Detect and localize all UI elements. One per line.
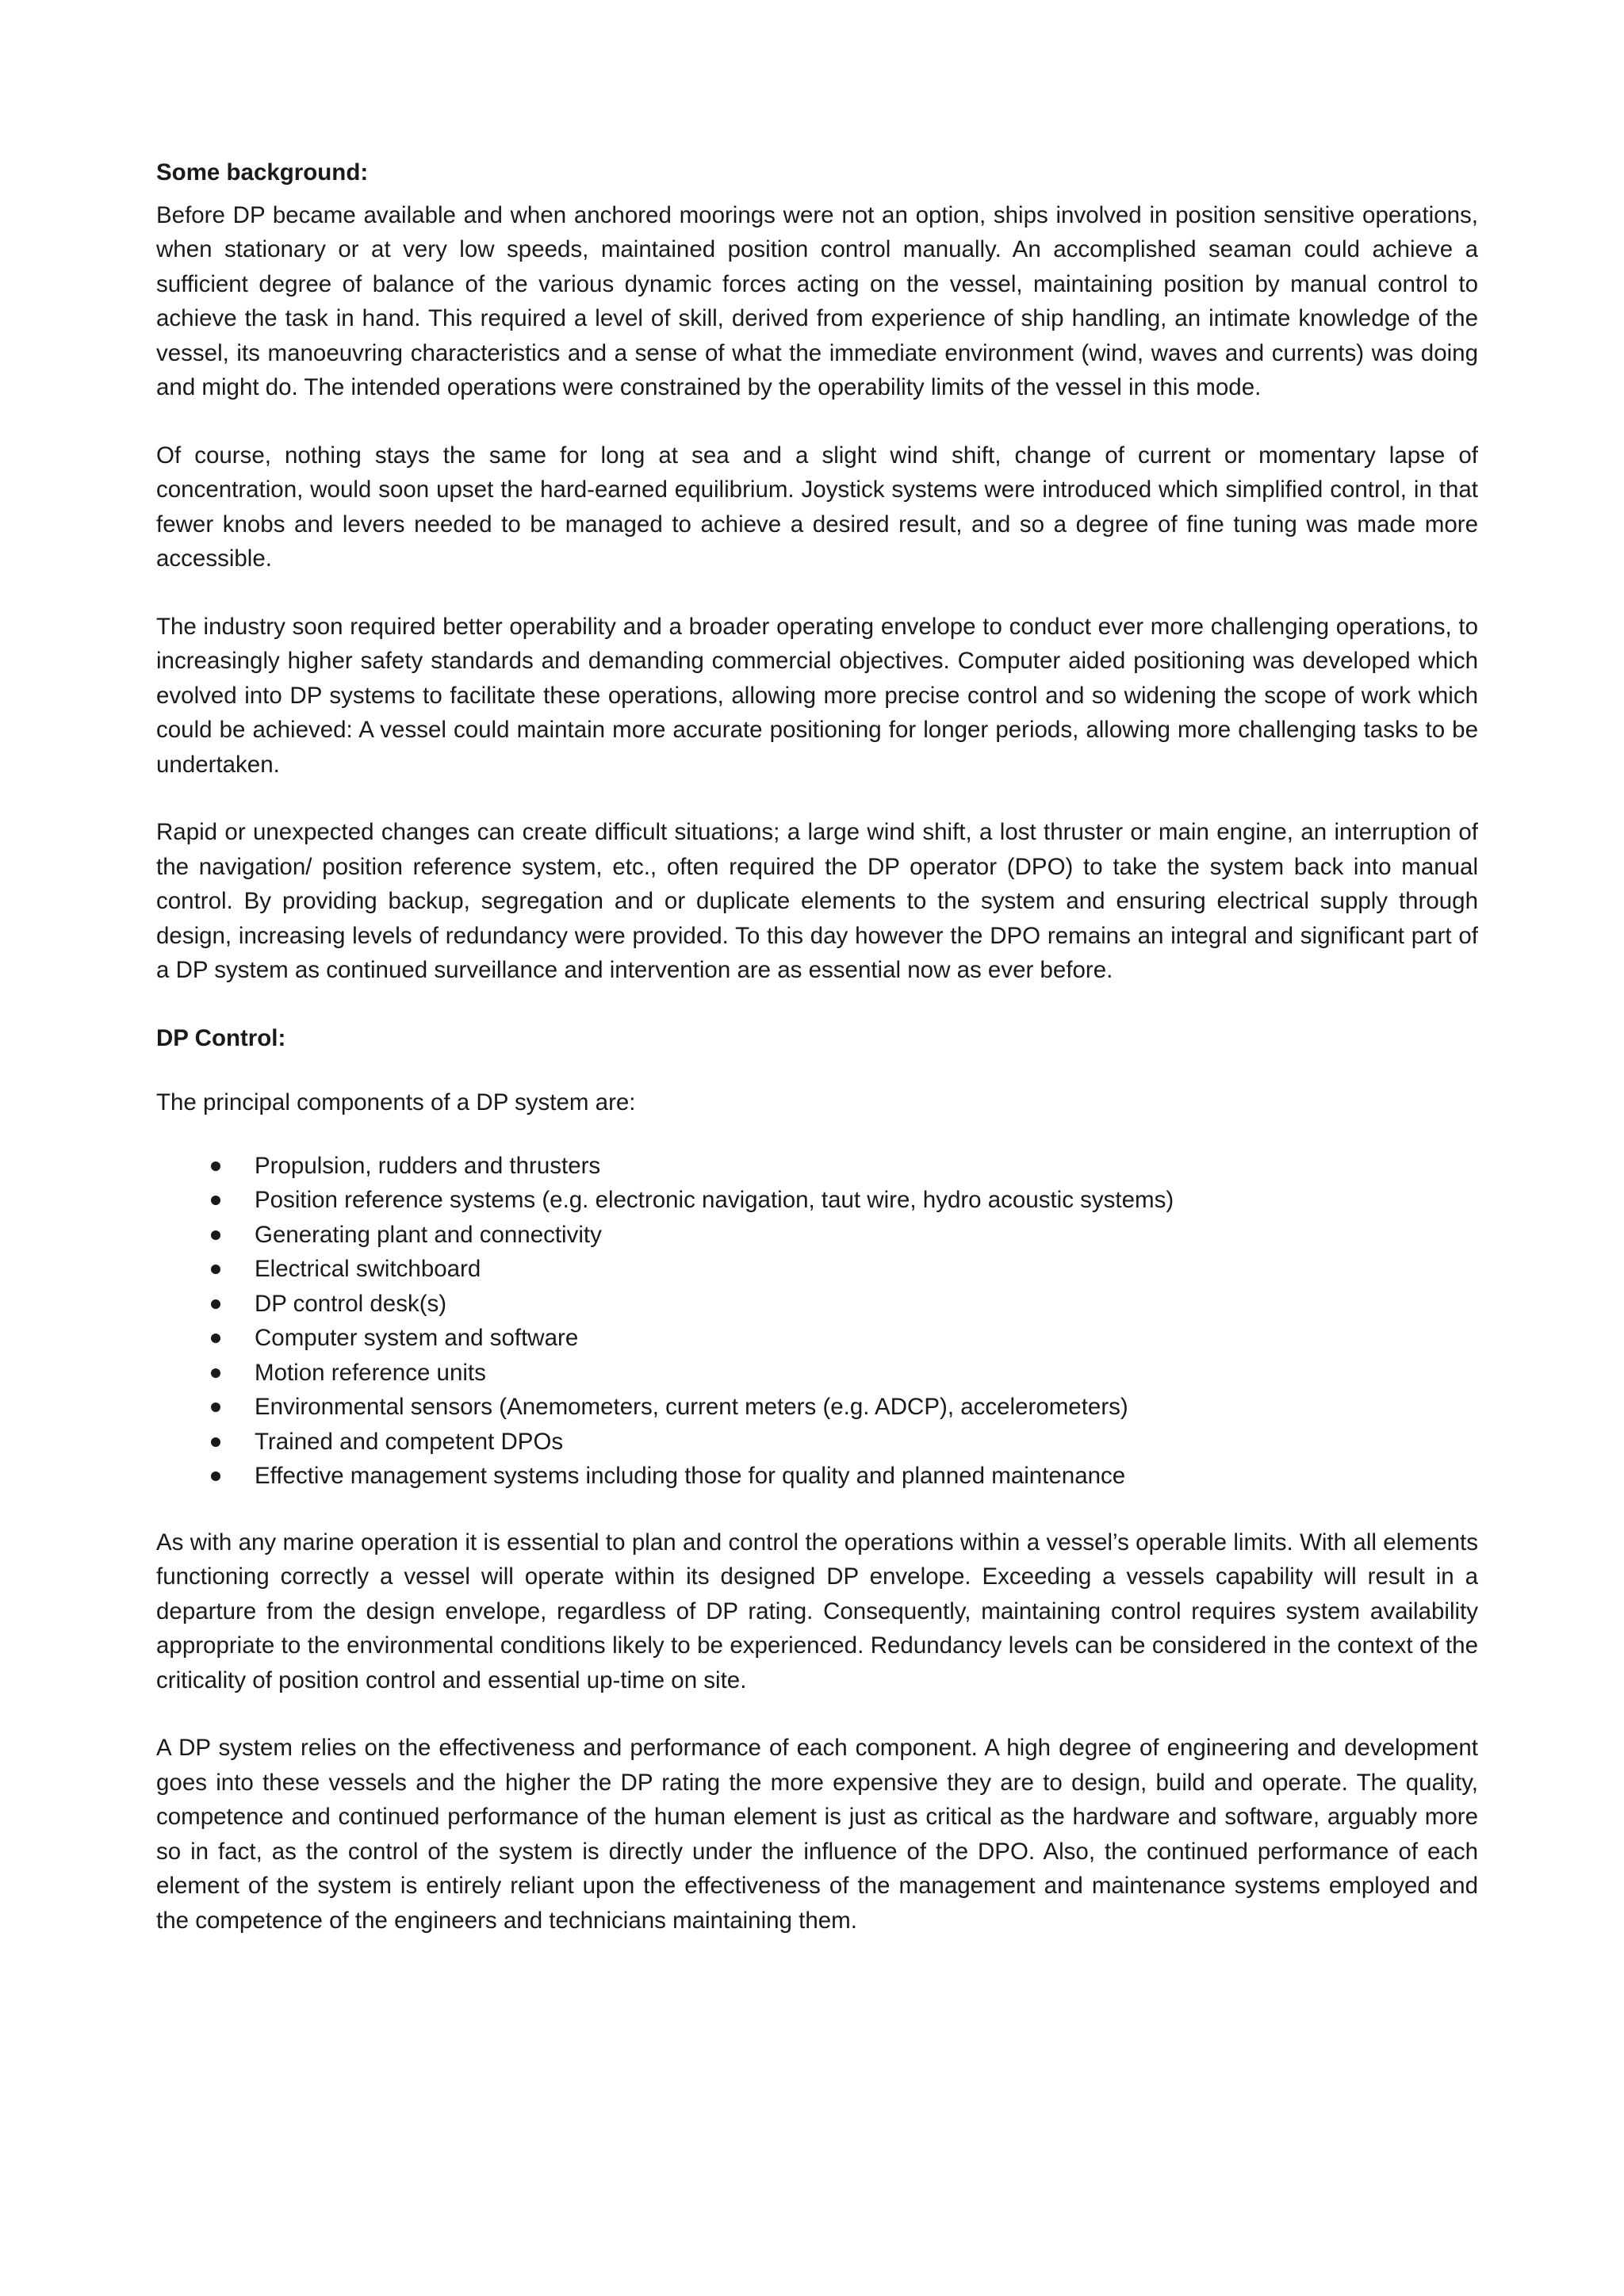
list-item — [156, 1149, 1478, 1184]
bullet-icon — [211, 1265, 220, 1274]
bullet-icon — [211, 1230, 220, 1240]
list-item — [156, 1183, 1478, 1218]
list-item-text: Electrical switchboard — [255, 1256, 481, 1282]
list-item — [156, 1218, 1478, 1253]
paragraph: The industry soon required better operability and a broader operating envelope to conduct ever more challenging operations, to increasingly higher safety standards and demanding commercial objectives. Computer aided positioning was developed which evolved into DP systems to facilitate these operations, allowing more precise control and so widening the scope of work which could be achieved: A vessel could maintain more accurate positioning for longer periods, allowing more challenging tasks to be undertaken. — [156, 613, 1478, 778]
component-list — [156, 1149, 1478, 1494]
paragraph: A DP system relies on the effectiveness and performance of each component. A high degree of engineering and development goes into these vessels and the higher the DP rating the more expensive they are to design, build and operate. The quality, competence and continued performance of the human element is just as critical as the hardware and software, arguably more so in fact, as the control of the system is directly under the influence of the DPO. Also, the continued performance of each element of the system is entirely reliant upon the effectiveness of the management and maintenance systems employed and the competence of the engineers and technicians maintaining them. — [156, 1735, 1478, 1934]
bullet-icon — [211, 1196, 220, 1205]
list-item-text: Trained and competent DPOs — [255, 1428, 564, 1455]
list-item-text: Propulsion, rudders and thrusters — [255, 1152, 601, 1179]
paragraph: As with any marine operation it is essential to plan and control the operations within a vessel’s operable limits. With all elements functioning correctly a vessel will operate within its designed DP envelope. Exceeding a vessels capability will result in a departure from the design envelope, regardless of DP rating. Consequently, maintaining control requires system availability appropriate to the environmental conditions likely to be experienced. Redundancy levels can be considered in the context of the criticality of position control and essential up-time on site. — [156, 1529, 1478, 1693]
list-item — [156, 1287, 1478, 1322]
list-item — [156, 1390, 1478, 1425]
list-item — [156, 1321, 1478, 1356]
list-item — [156, 1252, 1478, 1287]
paragraph: Before DP became available and when anchored moorings were not an option, ships involved in position sensitive operations, when stationary or at very low speeds, maintained position control manually. An accomplished seaman could achieve a sufficient degree of balance of the various dynamic forces acting on the vessel, maintaining position by manual control to achieve the task in hand. This required a level of skill, derived from experience of ship handling, an intimate knowledge of the vessel, its manoeuvring characteristics and a sense of what the immediate environment (wind, waves and currents) was doing and might do. The intended operations were constrained by the operability limits of the vessel in this mode. — [156, 201, 1478, 400]
list-item-text: Motion reference units — [255, 1359, 486, 1386]
list-intro: The principal components of a DP system are: — [156, 1089, 636, 1115]
bullet-icon — [211, 1437, 220, 1447]
bullet-icon — [211, 1161, 220, 1171]
list-item — [156, 1459, 1478, 1494]
paragraph: Of course, nothing stays the same for long at sea and a slight wind shift, change of current or momentary lapse of concentration, would soon upset the hard-earned equilibrium. Joystick systems were introduced which simplified control, in that fewer knobs and levers needed to be managed to achieve a desired result, and so a degree of fine tuning was made more accessible. — [156, 442, 1478, 572]
list-item-text: Position reference systems (e.g. electronic navigation, taut wire, hydro acoustic systems) — [255, 1187, 1174, 1213]
bullet-icon — [211, 1402, 220, 1412]
list-item-text: Computer system and software — [255, 1325, 579, 1351]
bullet-icon — [211, 1299, 220, 1309]
section-heading-background: Some background: — [156, 159, 369, 186]
paragraph: Rapid or unexpected changes can create difficult situations; a large wind shift, a lost thruster or main engine, an interruption of the navigation/ position reference system, etc., often required the DP operator (DPO) to take the system back into manual control. By providing backup, segregation and or duplicate elements to the system and ensuring electrical supply through design, increasing levels of redundancy were provided. To this day however the DPO remains an integral and significant part of a DP system as continued surveillance and intervention are as essential now as ever before. — [156, 819, 1478, 983]
list-item-text: Effective management systems including those for quality and planned maintenance — [255, 1463, 1126, 1489]
document-body — [156, 155, 1478, 1971]
bullet-icon — [211, 1334, 220, 1343]
list-item-text: Generating plant and connectivity — [255, 1221, 602, 1248]
bullet-icon — [211, 1368, 220, 1378]
list-item — [156, 1425, 1478, 1460]
section-heading-dp-control: DP Control: — [156, 1024, 286, 1051]
list-item-text: DP control desk(s) — [255, 1290, 447, 1317]
list-item-text: Environmental sensors (Anemometers, current meters (e.g. ADCP), accelerometers) — [255, 1394, 1128, 1420]
list-item — [156, 1356, 1478, 1391]
bullet-icon — [211, 1471, 220, 1481]
